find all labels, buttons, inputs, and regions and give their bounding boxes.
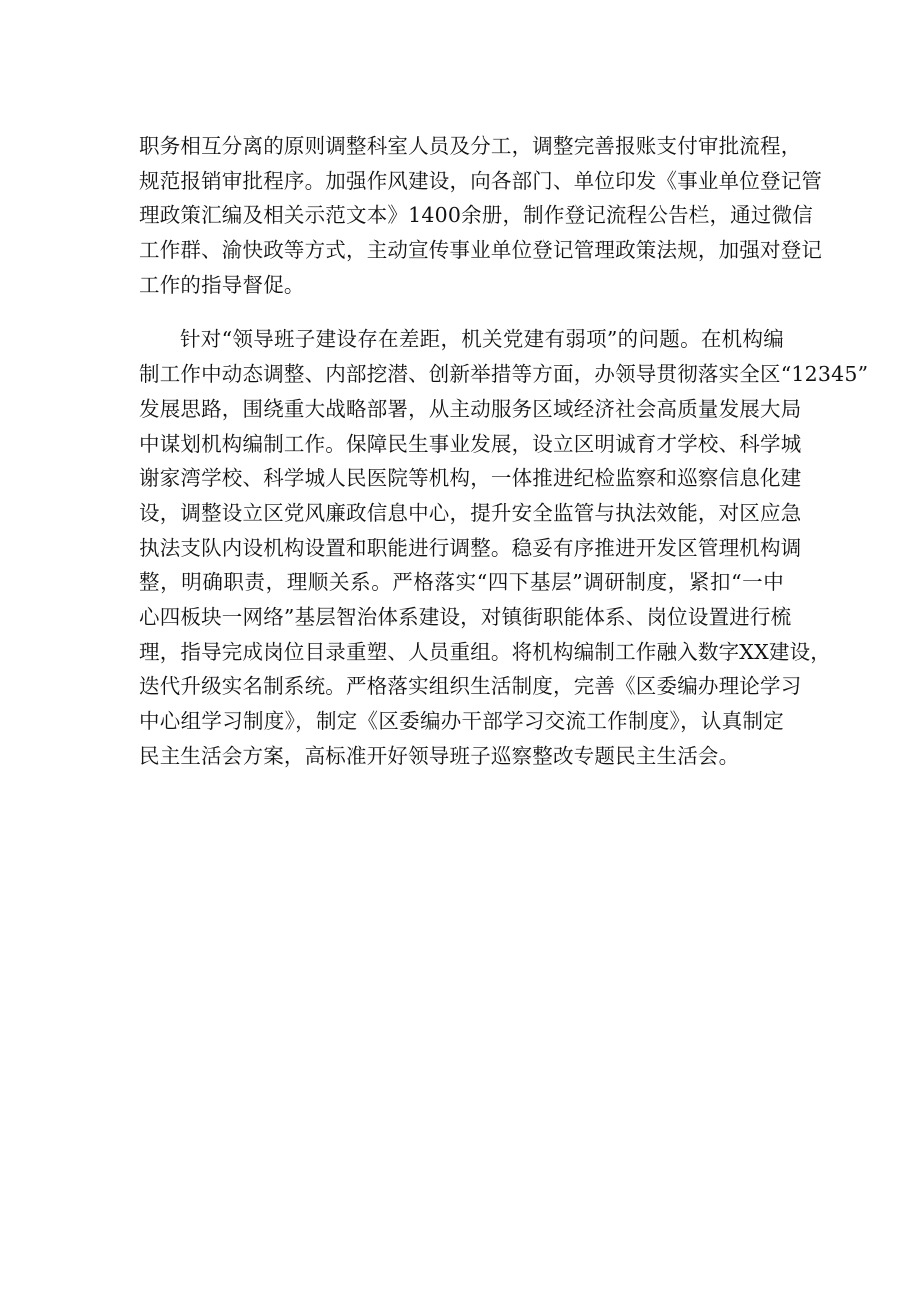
- paragraph-spacer: [139, 302, 784, 322]
- text-line: 中谋划机构编制工作。保障民生事业发展，设立区明诚育才学校、科学城: [139, 431, 802, 456]
- paragraph-1: [139, 129, 823, 302]
- text-line: 设，调整设立区党风廉政信息中心，提升安全监管与执法效能，对区应急: [139, 500, 802, 525]
- text-line: 规范报销审批程序。加强作风建设，向各部门、单位印发《事业单位登记管: [139, 168, 823, 193]
- paragraph-2: [139, 322, 869, 773]
- text-line: 谢家湾学校、科学城人民医院等机构，一体推进纪检监察和巡察信息化建: [139, 466, 802, 491]
- text-line: 工作群、渝快政等方式，主动宣传事业单位登记管理政策法规，加强对登记: [139, 238, 823, 263]
- text-line: 迭代升级实名制系统。严格落实组织生活制度，完善《区委编办理论学习: [139, 674, 802, 699]
- text-line: 整，明确职责，理顺关系。严格落实“四下基层”调研制度，紧扣“一中: [139, 570, 784, 595]
- document-body: [139, 129, 869, 773]
- text-line: 执法支队内设机构设置和职能进行调整。稳妥有序推进开发区管理机构调: [139, 535, 802, 560]
- text-line: 针对“领导班子建设存在差距，机关党建有弱项”的问题。在机构编: [180, 327, 784, 352]
- text-line: 职务相互分离的原则调整科室人员及分工，调整完善报账支付审批流程，: [139, 134, 802, 158]
- text-line: 理，指导完成岗位目录重塑、人员重组。将机构编制工作融入数字XX建设，: [139, 639, 831, 664]
- text-line: 中心组学习制度》，制定《区委编办干部学习交流工作制度》，认真制定: [139, 709, 784, 733]
- text-line: 心四板块一网络”基层智治体系建设，对镇街职能体系、岗位设置进行梳: [139, 604, 792, 629]
- text-line: 工作的指导督促。: [139, 272, 305, 297]
- text-line: 发展思路，围绕重大战略部署，从主动服务区域经济社会高质量发展大局: [139, 396, 802, 421]
- text-line: 理政策汇编及相关示范文本》1400余册，制作登记流程公告栏，通过微信: [139, 203, 813, 228]
- text-line: 制工作中动态调整、内部挖潜、创新举措等方面，办领导贯彻落实全区“12345”: [139, 362, 869, 387]
- text-line: 民主生活会方案，高标准开好领导班子巡察整改专题民主生活会。: [139, 743, 740, 768]
